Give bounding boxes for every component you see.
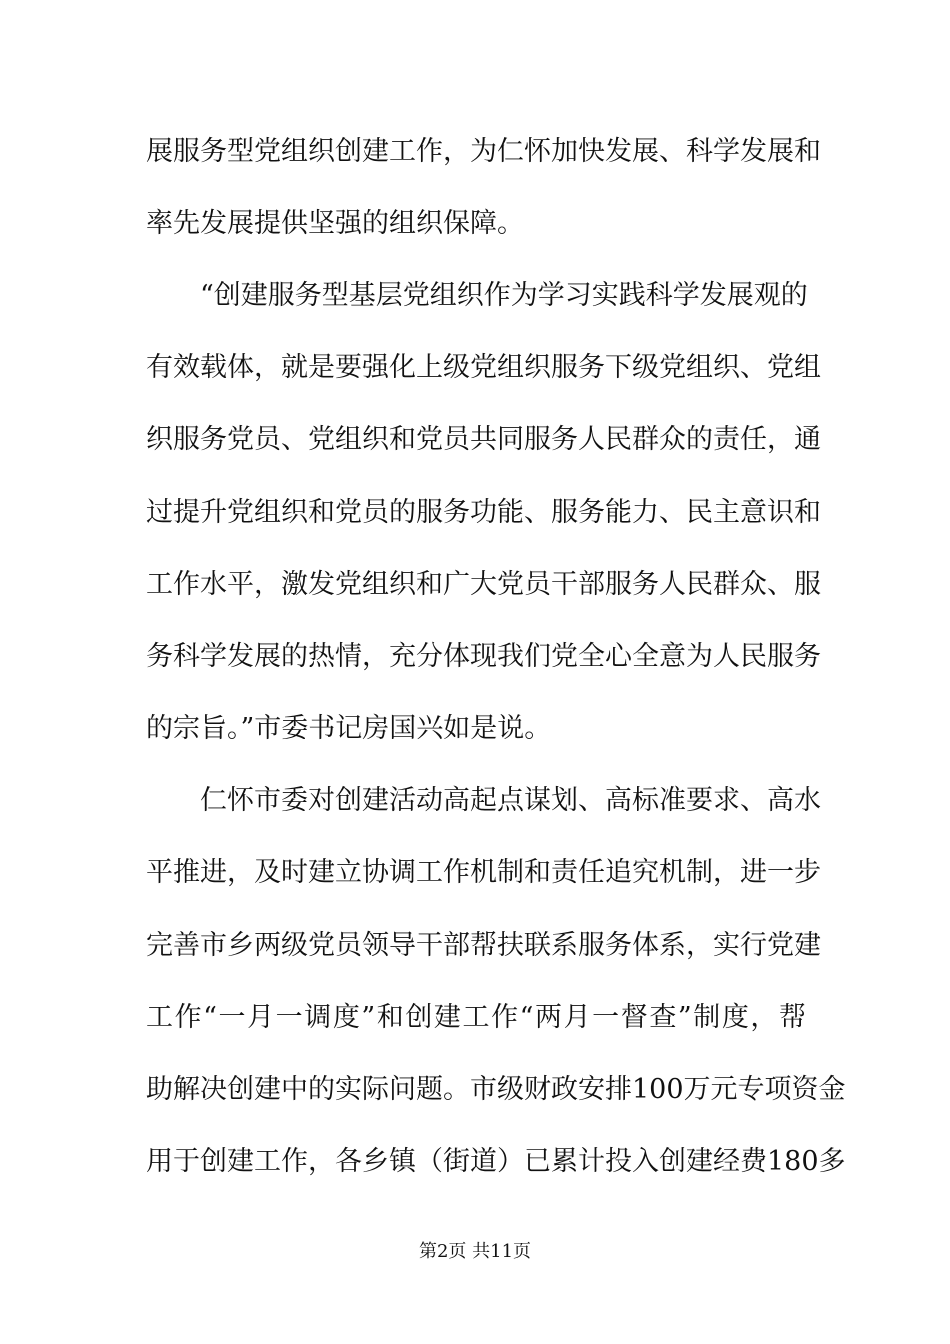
paragraph-line: 完善市乡两级党员领导干部帮扶联系服务体系，实行党建 — [146, 930, 821, 961]
paragraph-line: 织服务党员、党组织和党员共同服务人民群众的责任，通 — [146, 424, 821, 455]
paragraph-line: 平推进，及时建立协调工作机制和责任追究机制，进一步 — [146, 857, 821, 888]
paragraph-line: 有效载体，就是要强化上级党组织服务下级党组织、党组 — [146, 352, 821, 383]
paragraph-line: 用于创建工作，各乡镇（街道）已累计投入创建经费180多 — [146, 1146, 846, 1177]
paragraph-line: 务科学发展的热情，充分体现我们党全心全意为人民服务 — [146, 641, 821, 672]
paragraph-line: “创建服务型基层党组织作为学习实践科学发展观的 — [200, 280, 808, 311]
paragraph-line: 过提升党组织和党员的服务功能、服务能力、民主意识和 — [146, 497, 821, 528]
paragraph-line: 工作“一月一调度”和创建工作“两月一督查”制度，帮 — [146, 1002, 806, 1033]
paragraph-line: 工作水平，激发党组织和广大党员干部服务人民群众、服 — [146, 569, 821, 600]
page-number-footer: 第2页 共11页 — [418, 1241, 532, 1262]
paragraph-line: 仁怀市委对创建活动高起点谋划、高标准要求、高水 — [200, 785, 821, 816]
paragraph-line: 展服务型党组织创建工作，为仁怀加快发展、科学发展和 — [146, 136, 821, 167]
paragraph-line: 的宗旨。”市委书记房国兴如是说。 — [146, 713, 552, 744]
paragraph-line: 助解决创建中的实际问题。市级财政安排100万元专项资金 — [146, 1074, 846, 1105]
paragraph-line: 率先发展提供坚强的组织保障。 — [146, 208, 524, 239]
